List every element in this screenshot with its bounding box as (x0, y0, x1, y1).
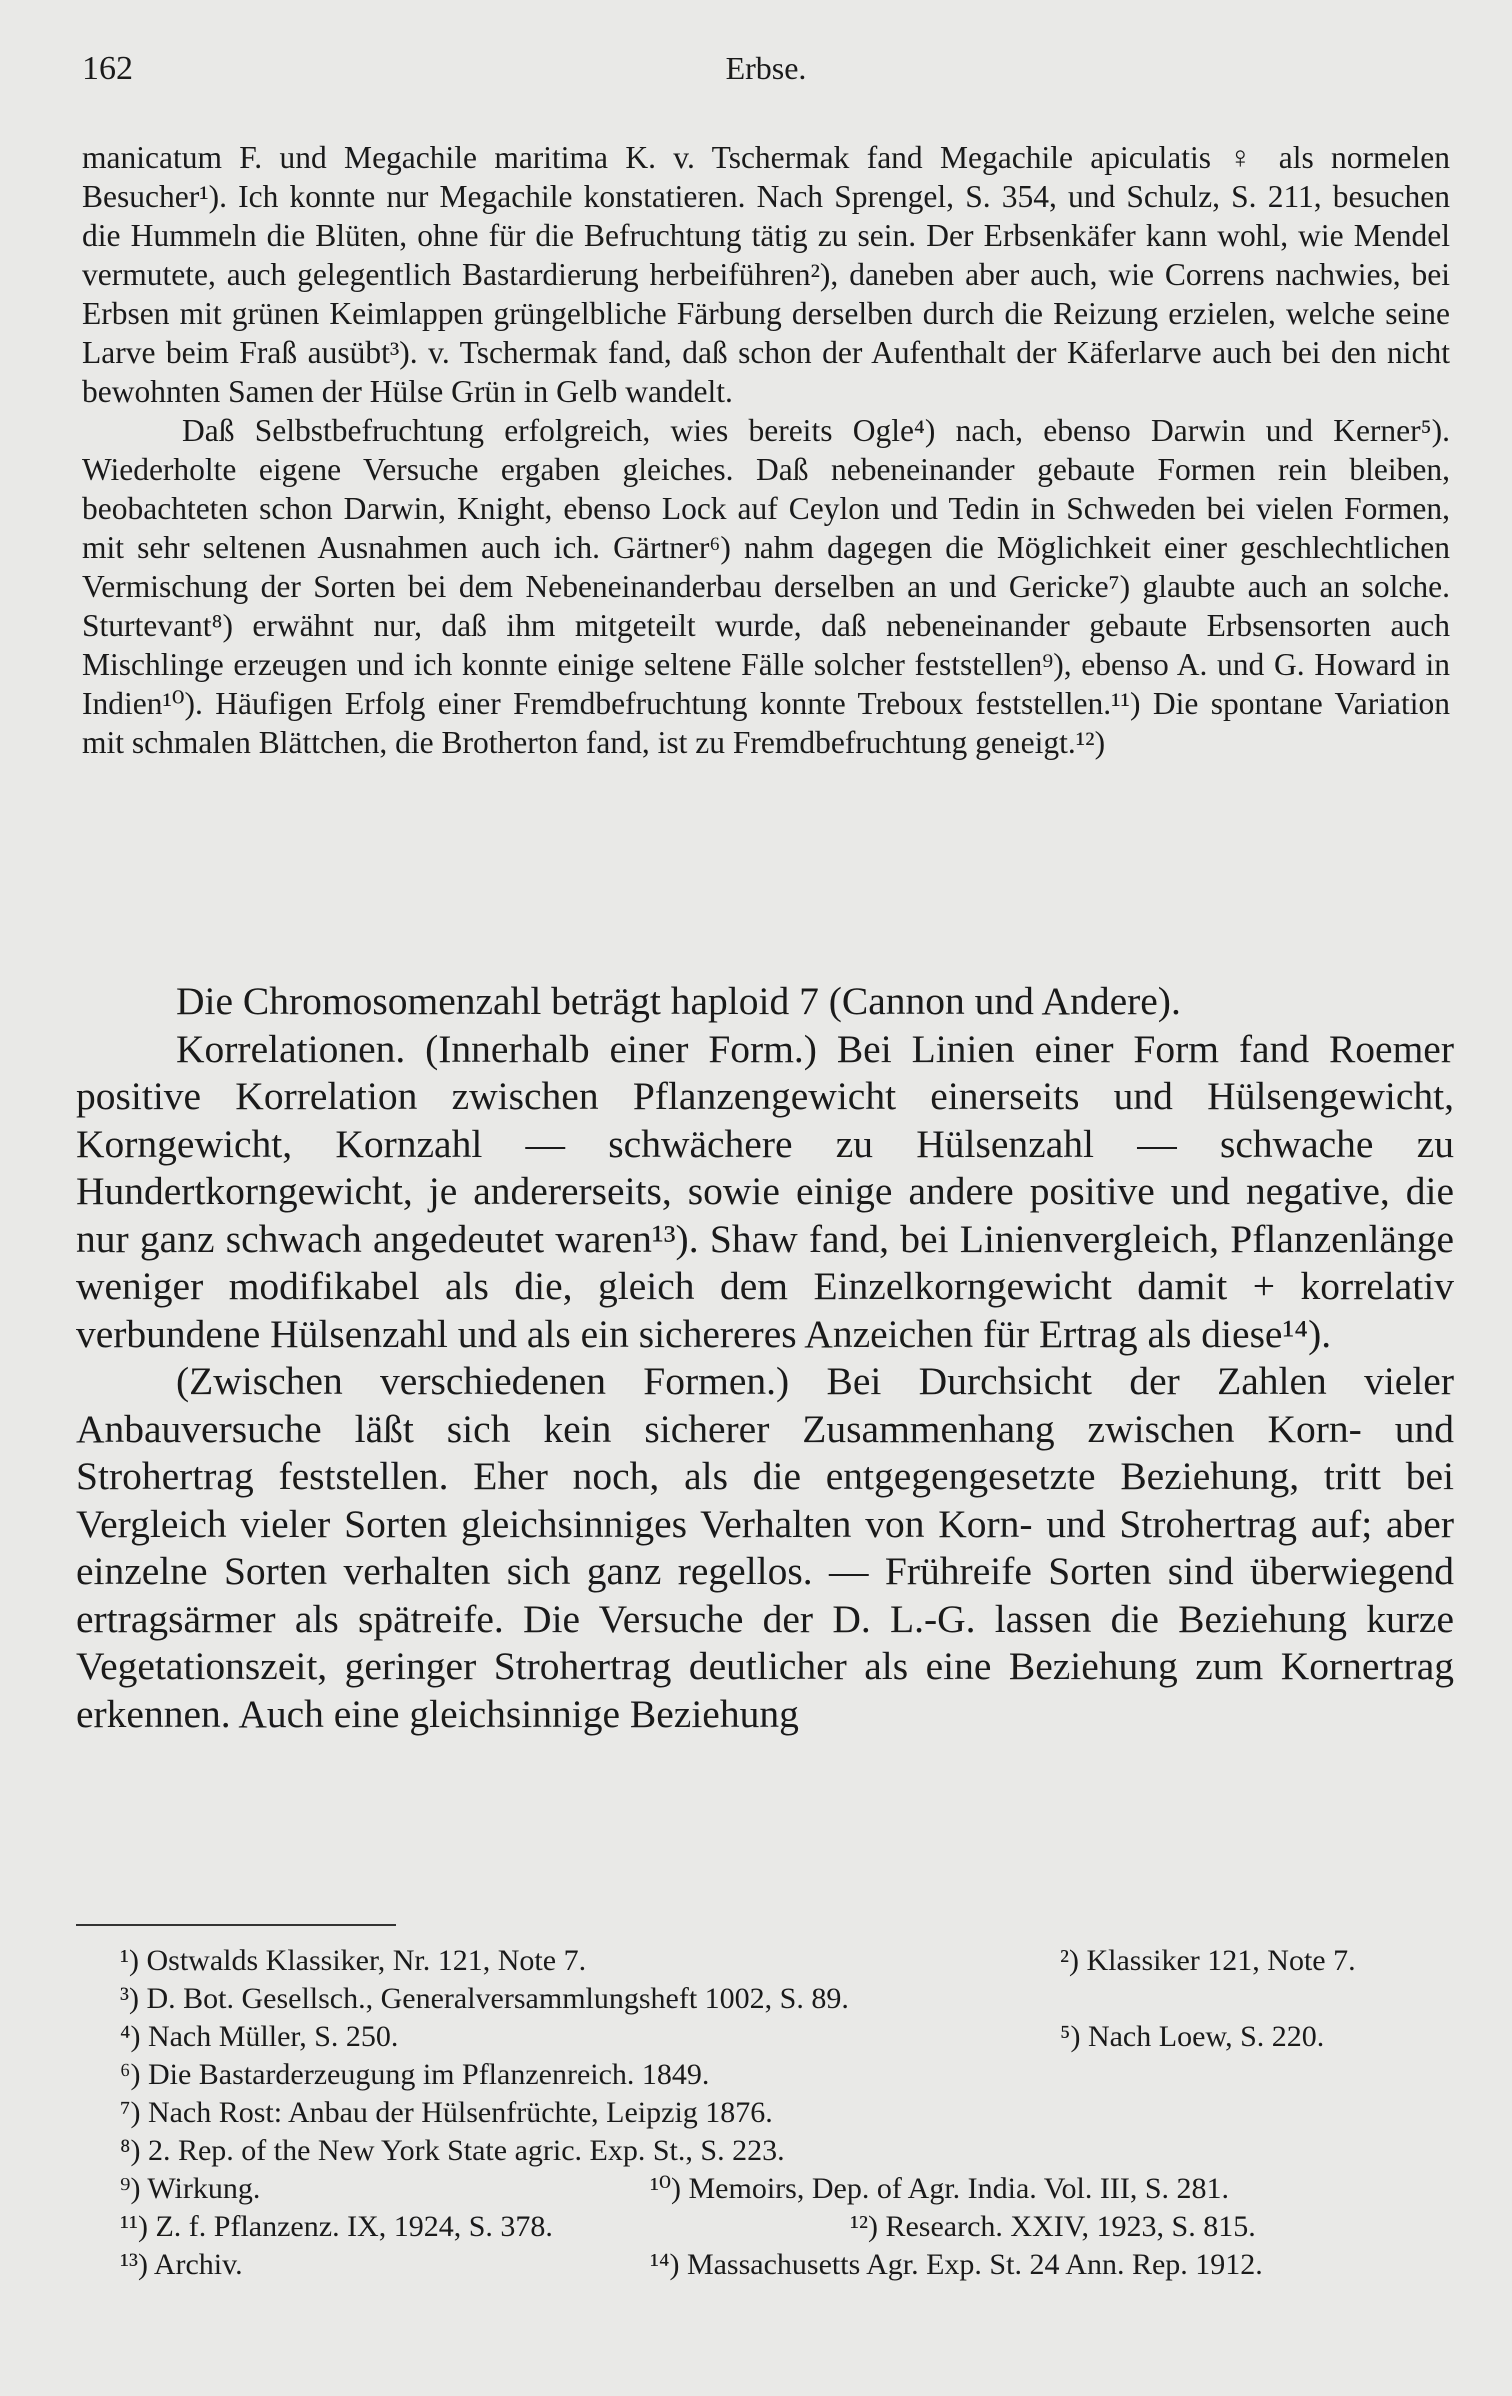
footnote-9: ⁹) Wirkung. (120, 2172, 261, 2205)
footnote-7: ⁷) Nach Rost: Anbau der Hülsenfrüchte, Leipzig 1876. (120, 2096, 773, 2129)
footnote-8: ⁸) 2. Rep. of the New York State agric. Exp. St., S. 223. (120, 2134, 785, 2167)
footnote-2: ²) Klassiker 121, Note 7. (1060, 1944, 1356, 1977)
footnote-row (120, 1980, 1450, 2018)
page-number: 162 (82, 50, 133, 87)
footnote-10: ¹⁰) Memoirs, Dep. of Agr. India. Vol. III, S. 281. (650, 2172, 1230, 2205)
paragraph-correlations-between-forms: (Zwischen verschiedenen Formen.) Bei Durchsicht der Zahlen vieler Anbauversuche läßt sich kein sicherer Zusammenhang zwischen Korn- und Strohertrag feststellen. Eher noch, als die entgegengesetzte Beziehung, tritt bei Vergleich vieler Sorten gleichsinniges Verhalten von Korn- und Strohertrag auf; aber einzelne Sorten verhalten sich ganz regellos. — Frühreife Sorten sind überwiegend ertragsärmer als spätreife. Die Versuche der D. L.-G. lassen die Beziehung kurze Vegetationszeit, geringer Strohertrag deutlicher als eine Beziehung zum Kornertrag erkennen. Auch eine gleichsinnige Beziehung (76, 1359, 1454, 1736)
paragraph-correlations-within-form: Korrelationen. (Innerhalb einer Form.) Bei Linien einer Form fand Roemer positive Korrelation zwischen Pflanzengewicht einerseits und Hülsengewicht, Korngewicht, Kornzahl — schwächere zu Hülsenzahl — schwache zu Hundertkorngewicht, je andererseits, sowie einige andere positive und negative, die nur ganz schwach angedeutet waren¹³). Shaw fand, bei Linienvergleich, Pflanzenlänge weniger modifikabel als die, gleich dem Einzelkorngewicht damit + korrelativ verbundene Hülsenzahl und als ein sichereres Anzeichen für Ertrag als diese¹⁴). (76, 1026, 1454, 1356)
paragraph-chromosome-number: Die Chromosomenzahl beträgt haploid 7 (Cannon und Andere). (176, 979, 1181, 1023)
footnote-13: ¹³) Archiv. (120, 2248, 243, 2281)
footnote-row (120, 1942, 1450, 1980)
footnote-divider (76, 1924, 396, 1926)
page-header (82, 50, 1450, 90)
footnote-6: ⁶) Die Bastarderzeugung im Pflanzenreich. 1849. (120, 2058, 710, 2091)
footnote-12: ¹²) Research. XXIV, 1923, S. 815. (850, 2210, 1256, 2243)
footnote-row (120, 2132, 1450, 2170)
main-text-small (82, 138, 1450, 762)
paragraph-self-fertilization: Daß Selbstbefruchtung erfolgreich, wies bereits Ogle⁴) nach, ebenso Darwin und Kerner⁵). Wiederholte eigene Versuche ergaben gleiches. Daß nebeneinander gebaute Formen rein bleiben, beobachteten schon Darwin, Knight, ebenso Lock auf Ceylon und Tedin in Schweden bei vielen Formen, mit sehr seltenen Ausnahmen auch ich. Gärtner⁶) nahm dagegen die Möglichkeit einer geschlechtlichen Vermischung der Sorten bei dem Nebeneinanderbau derselben an und Gericke⁷) glaubte auch an solche. Sturtevant⁸) erwähnt nur, daß ihm mitgeteilt wurde, daß nebeneinander gebaute Erbsensorten auch Mischlinge erzeugen und ich konnte einige seltene Fälle solcher feststellen⁹), ebenso A. und G. Howard in Indien¹⁰). Häufigen Erfolg einer Fremdbefruchtung konnte Treboux feststellen.¹¹) Die spontane Variation mit schmalen Blättchen, die Brotherton fand, ist zu Fremdbefruchtung geneigt.¹²) (82, 413, 1450, 760)
footnotes (120, 1942, 1450, 2284)
footnote-5: ⁵) Nach Loew, S. 220. (1060, 2020, 1325, 2053)
footnote-1: ¹) Ostwalds Klassiker, Nr. 121, Note 7. (120, 1944, 587, 1977)
footnote-4: ⁴) Nach Müller, S. 250. (120, 2020, 399, 2053)
footnote-14: ¹⁴) Massachusetts Agr. Exp. St. 24 Ann. Rep. 1912. (650, 2248, 1263, 2281)
footnote-row (120, 2018, 1450, 2056)
footnote-row (120, 2170, 1450, 2208)
main-text-large (76, 978, 1454, 1738)
footnote-3: ³) D. Bot. Gesellsch., Generalversammlungsheft 1002, S. 89. (120, 1982, 849, 2015)
paragraph-pollination-insects: manicatum F. und Megachile maritima K. v. Tschermak fand Megachile apiculatis ♀ als normelen Besucher¹). Ich konnte nur Megachile konstatieren. Nach Sprengel, S. 354, und Schulz, S. 211, besuchen die Hummeln die Blüten, ohne für die Befruchtung tätig zu sein. Der Erbsenkäfer kann wohl, wie Mendel vermutete, auch gelegentlich Bastardierung herbeiführen²), daneben aber auch, wie Correns nachwies, bei Erbsen mit grünen Keimlappen grüngelbliche Färbung derselben durch die Reizung erzielen, welche seine Larve beim Fraß ausübt³). v. Tschermak fand, daß schon der Aufenthalt der Käferlarve auch bei den nicht bewohnten Samen der Hülse Grün in Gelb wandelt. (82, 140, 1450, 409)
footnote-row (120, 2094, 1450, 2132)
running-title: Erbse. (725, 50, 807, 86)
footnote-row (120, 2246, 1450, 2284)
footnote-11: ¹¹) Z. f. Pflanzenz. IX, 1924, S. 378. (120, 2210, 553, 2243)
footnote-row (120, 2056, 1450, 2094)
footnote-row (120, 2208, 1450, 2246)
